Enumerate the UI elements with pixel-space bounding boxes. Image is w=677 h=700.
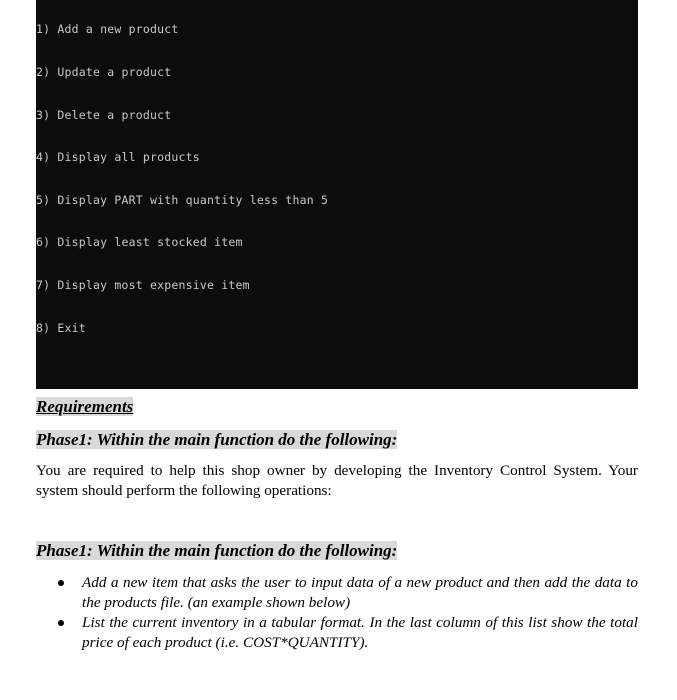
list-item-text: Add a new item that asks the user to input data of a new product and then add the data to the products file. (an example shown below) bbox=[82, 574, 638, 611]
requirements-heading-text: Requirements bbox=[36, 397, 134, 416]
intro-paragraph: You are required to help this shop owner by developing the Inventory Control System. Your system should perform the following operations: bbox=[36, 462, 638, 499]
console-line: 6) Display least stocked item bbox=[36, 235, 243, 250]
list-item bbox=[36, 573, 638, 613]
console-line: 5) Display PART with quantity less than 5 bbox=[36, 192, 329, 207]
list-item bbox=[36, 613, 638, 653]
bullet-list bbox=[36, 573, 638, 653]
console-line: 8) Exit bbox=[36, 320, 86, 335]
console-line: 1) Add a new product bbox=[36, 22, 179, 37]
console-output bbox=[36, 0, 328, 389]
console-window bbox=[36, 0, 638, 389]
phase1-heading-text: Phase1: Within the main function do the following: bbox=[36, 430, 398, 449]
phase1-heading bbox=[36, 429, 397, 450]
requirements-heading bbox=[36, 396, 133, 417]
phase1-heading-repeat bbox=[36, 540, 397, 561]
console-line: 7) Display most expensive item bbox=[36, 277, 250, 292]
console-line: 2) Update a product bbox=[36, 65, 172, 79]
bullet-dot-icon bbox=[58, 620, 64, 626]
phase1-heading-repeat-text: Phase1: Within the main function do the following: bbox=[36, 541, 398, 560]
list-item-text: List the current inventory in a tabular format. In the last column of this list show the total price of each product (i.e. COST*QUANTITY). bbox=[82, 614, 638, 651]
console-line: 4) Display all products bbox=[36, 150, 200, 165]
console-line: 3) Delete a product bbox=[36, 107, 172, 122]
console-line bbox=[36, 363, 328, 377]
bullet-dot-icon bbox=[58, 580, 64, 586]
